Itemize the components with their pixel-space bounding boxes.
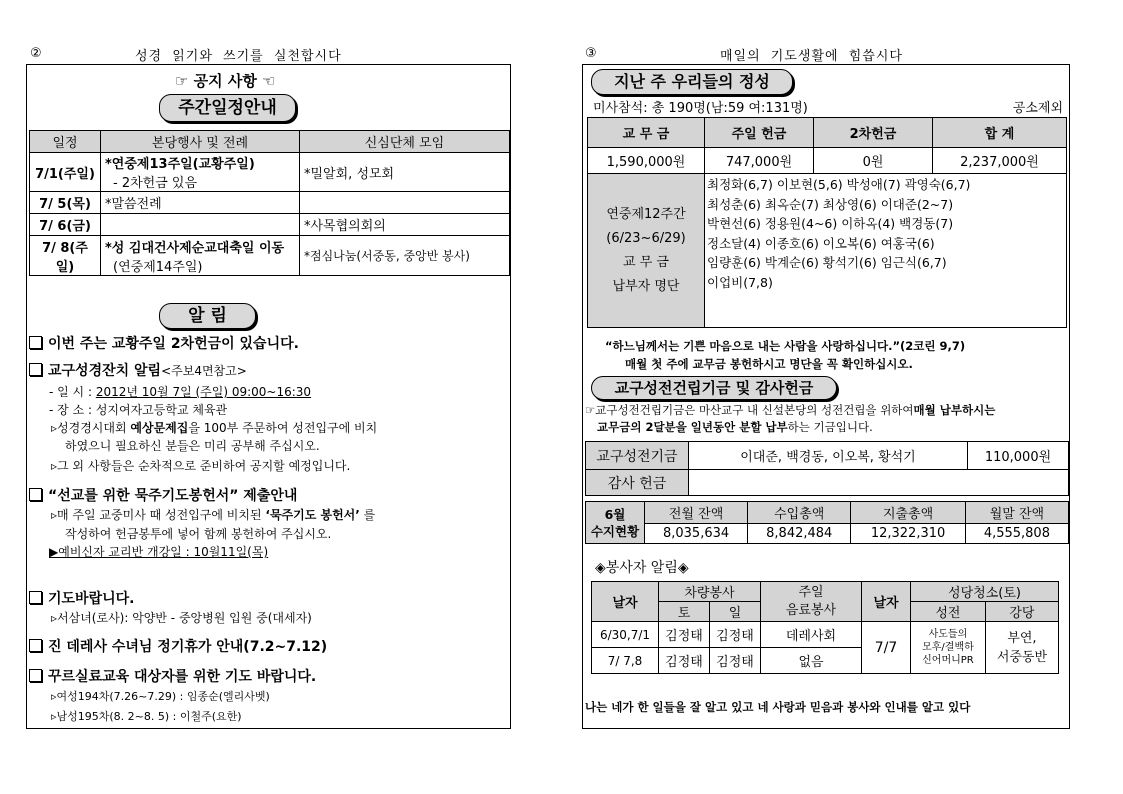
left-page-number: ② [30,46,43,61]
clean-date: 7/7 [862,622,911,674]
left-panel [26,64,511,729]
vol-header-altar: 성전 [911,602,986,622]
notice-line [51,419,377,436]
schedule-group: *점심나눔(서중동, 중앙반 봉사) [300,236,510,276]
schedule-event-main: *성 김대건사제순교대축일 이동 [105,240,285,256]
balance-label [586,502,645,544]
notice-item [29,588,134,608]
offering-value: 0원 [814,148,933,174]
notice-item [29,360,247,380]
fund-desc-part: 매월 납부하시는 [913,403,996,417]
notice-title: ☞ 공지 사항 ☜ [175,72,276,90]
payer-label-line: (6/23~6/29) [606,230,686,246]
attendance-text: 미사참석: 총 190명(남:59 여:131명) [593,101,808,116]
clean-hall [985,622,1058,674]
balance-value: 4,555,808 [965,524,1068,544]
quote-notice: 매월 첫 주에 교무금 봉헌하시고 명단을 꼭 확인하십시오. [625,357,913,371]
schedule-title: 주간일정안내 [159,94,296,122]
clean-altar-line: 모후/결백하 [922,642,974,653]
offering-header: 교 무 금 [588,118,705,148]
checkbox-square-icon [29,363,42,376]
schedule-event-sub: - 2차헌금 있음 [113,176,198,191]
right-page-number: ③ [585,46,598,61]
schedule-date: 7/ 5(목) [30,192,101,214]
fund-desc-part: 하는 기금입니다. [787,420,873,434]
balance-header: 지출총액 [851,502,966,524]
fund-desc-part: ☞교구성전건립기금은 마산교구 내 신설본당의 성전건립을 위하여 [585,403,914,417]
clean-hall-line: 부연, [1007,630,1037,646]
clean-hall-line: 서중동반 [996,649,1048,665]
offering-value: 2,237,000원 [933,148,1067,174]
fund-names [689,470,1069,496]
fund-title: 교구성전건립기금 및 감사헌금 [591,376,837,400]
notice-item-text: 이번 주는 교황주일 2차헌금이 있습니다. [48,336,299,352]
notice-item-title: 진 데레사 수녀님 정기휴가 안내(7.2~7.12) [48,639,328,655]
schedule-header: 일정 [30,131,101,153]
notice-item-ref: <주보4면참고> [161,364,247,378]
schedule-event-sub: (연중제14주일) [113,259,203,275]
payer-line: 박현선(6) 정용원(4~6) 이하옥(4) 백경동(7) [707,216,954,231]
vol-sun: 김정태 [710,622,761,648]
notice-line-part: ‘묵주기도 봉헌서’ [265,508,360,522]
offering-table [587,117,1067,328]
schedule-date: 7/ 6(금) [30,214,101,236]
schedule-table [29,130,510,276]
schedule-group: *밀알회, 성모회 [300,153,510,192]
checkbox-square-icon [29,591,42,604]
notice-line-label: - 일 시 : [49,385,96,399]
schedule-event [101,236,300,276]
notice-item-title: 꾸르실료교육 대상자를 위한 기도 바랍니다. [48,669,317,685]
fund-desc [585,402,995,418]
balance-value: 8,035,634 [645,524,748,544]
balance-value: 12,322,310 [851,524,966,544]
notice-line: ▹여성194차(7.26~7.29) : 임종순(엘리사벳) [51,690,270,703]
schedule-event: *말씀전례 [101,192,300,214]
quote-text: “하느님께서는 기쁜 마음으로 내는 사람을 사랑하십니다.”(2코린 9,7) [605,339,966,353]
notice-line: ▹그 외 사항들은 순차적으로 준비하여 공지할 예정입니다. [51,459,351,473]
checkbox-square-icon [29,669,42,682]
vol-sat: 김정태 [659,622,710,648]
payer-label-line: 연중제12주간 [606,206,686,222]
schedule-event [101,153,300,192]
balance-value: 8,842,484 [748,524,851,544]
notice-line: 하였으니 필요하신 분들은 미리 공부해 주십시오. [65,439,320,453]
schedule-group: *사목협의회의 [300,214,510,236]
balance-label-sub: 수지현황 [590,523,640,539]
notice-item [29,636,327,656]
schedule-date: 7/1(주일) [30,153,101,192]
balance-header: 월말 잔액 [965,502,1068,524]
schedule-header: 본당행사 및 전례 [101,131,300,153]
offering-title: 지난 주 우리들의 정성 [591,69,793,95]
notice-item-title: “선교를 위한 묵주기도봉헌서” 제출안내 [48,488,298,504]
footer-quote: 나는 네가 한 일들을 잘 알고 있고 네 사랑과 믿음과 봉사와 인내를 알고 있다 [585,700,971,714]
alrim-title: 알 림 [159,303,256,329]
notice-line-part: 를 [359,508,376,522]
payer-label-line: 교 무 금 [623,254,669,270]
payer-line: 최정화(6,7) 이보현(5,6) 박성애(7) 곽영숙(6,7) [707,177,971,192]
notice-item [29,666,316,686]
attendance-note: 공소제외 [1012,101,1063,116]
vol-header-date2: 날자 [862,582,911,622]
balance-label-month: 6월 [604,506,626,522]
vol-header-sat: 토 [659,602,710,622]
payer-label-line: 납부자 명단 [612,278,680,294]
notice-line: ▹남성195차(8. 2~8. 5) : 이철주(요한) [51,710,242,723]
notice-line-date: 2012년 10월 7일 (주일) 09:00~16:30 [95,385,312,399]
left-page-header: 성경 읽기와 쓰기를 실천합시다 [135,49,342,64]
fund-desc [597,419,873,435]
notice-line-part: 을 100부 주문하여 성전입구에 비치 [188,421,378,435]
notice-item [29,485,297,505]
payer-line: 최성춘(6) 최옥순(7) 최상영(6) 이대준(2~7) [707,196,954,212]
notice-line-part: ▹성경경시대회 [51,421,131,435]
right-page-header: 매일의 기도생활에 힘씁시다 [720,49,903,64]
balance-header: 수입총액 [748,502,851,524]
vol-header-sun: 일 [710,602,761,622]
checkbox-square-icon [29,336,42,349]
schedule-event [101,214,300,236]
offering-value: 747,000원 [705,148,814,174]
checkbox-square-icon [29,639,42,652]
balance-header: 전월 잔액 [645,502,748,524]
payer-label [588,174,705,328]
offering-value: 1,590,000원 [588,148,705,174]
notice-line-part: 예상문제집 [130,421,189,435]
clean-altar-line: 신어머니PR [922,655,974,666]
notice-item-title: 기도바랍니다. [48,591,135,607]
balance-table [585,501,1069,544]
schedule-group [300,192,510,214]
schedule-date: 7/ 8(주일) [30,236,101,276]
notice-line [49,383,311,400]
vol-drink: 없음 [761,648,862,674]
fund-table [585,441,1069,496]
notice-line: 작성하여 헌금봉투에 넣어 함께 봉헌하여 주십시오. [65,527,332,541]
vol-date: 6/30,7/1 [592,622,659,648]
notice-item [29,333,299,353]
vol-header-vehicle: 차량봉사 [659,582,761,602]
volunteer-title: ◈봉사자 알림◈ [595,560,689,576]
payer-line: 이업비(7,8) [707,274,773,290]
schedule-header: 신심단체 모임 [300,131,510,153]
payer-line: 임량훈(6) 박계순(6) 황석기(6) 임근식(6,7) [707,255,947,270]
fund-label: 감사 헌금 [586,470,689,496]
notice-line: - 장 소 : 성지여자고등학교 체육관 [49,403,228,417]
offering-header: 주일 헌금 [705,118,814,148]
payer-line: 정소달(4) 이종호(6) 이오복(6) 여홍국(6) [707,235,935,251]
clean-altar-line: 사도들의 [928,629,968,640]
offering-header: 합 계 [933,118,1067,148]
vol-header-date: 날자 [592,582,659,622]
vol-date: 7/ 7,8 [592,648,659,674]
vol-sat: 김정태 [659,648,710,674]
vol-header-clean: 성당청소(토) [911,582,1059,602]
right-panel [582,64,1070,729]
notice-line: ▹서삼녀(로사): 악양반 - 중앙병원 입원 중(대세자) [51,611,312,625]
payer-list [705,174,1067,328]
offering-header: 2차헌금 [814,118,933,148]
clean-altar [911,622,986,674]
fund-amount: 110,000원 [968,442,1069,470]
vol-sun: 김정태 [710,648,761,674]
notice-item-title: 교구성경잔치 알림 [48,363,162,379]
schedule-event-main: *연중제13주일(교황주일) [105,157,255,172]
vol-header-hall: 강당 [985,602,1058,622]
fund-label: 교구성전기금 [586,442,689,470]
fund-names: 이대준, 백경동, 이오복, 황석기 [689,442,968,470]
notice-line: ▶예비신자 교리반 개강일 : 10월11일(목) [49,545,269,559]
checkbox-square-icon [29,488,42,501]
volunteer-table [591,581,1059,674]
vol-drink: 데레사회 [761,622,862,648]
notice-line [51,506,375,523]
notice-line-part: ▹매 주일 교중미사 때 성전입구에 비치된 [51,508,266,522]
vol-header-drink: 주일 음료봉사 [761,582,862,622]
fund-desc-part: 교무금의 2달분을 일년동안 분할 납부 [597,420,788,434]
